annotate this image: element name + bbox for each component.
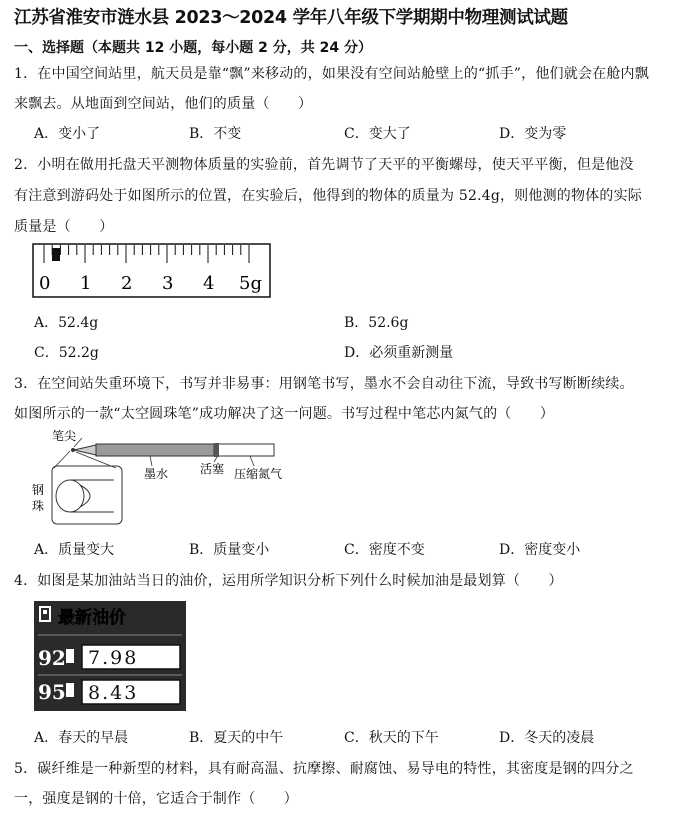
q2-option-a[interactable]: A．52.4g <box>34 315 99 331</box>
q1-option-b[interactable]: B．不变 <box>189 126 242 142</box>
label-pen-tip: 笔尖 <box>52 429 77 443</box>
q2-option-c[interactable]: C．52.2g <box>34 345 99 361</box>
q3-option-c[interactable]: C．密度不变 <box>344 542 425 558</box>
label-piston: 活塞 <box>200 462 225 476</box>
label-ink: 墨水 <box>144 467 169 481</box>
q4-option-d[interactable]: D．冬天的凌晨 <box>499 730 595 746</box>
q2-line-3: 质量是（ ） <box>14 219 114 235</box>
q4-option-a[interactable]: A．春天的早晨 <box>34 730 129 746</box>
gas-price-board-figure <box>34 601 186 711</box>
price-value-92: 7.98 <box>88 647 139 669</box>
q1-line-1: 1．在中国空间站里，航天员是靠“飘”来移动的，如果没有空间站舱壁上的“抓手”，他们就会在舱内飘 <box>14 66 649 82</box>
q1-option-d[interactable]: D．变为零 <box>499 126 567 142</box>
q3-option-a[interactable]: A．质量变大 <box>34 542 115 558</box>
label-nitrogen: 压缩氮气 <box>234 467 283 481</box>
q3-line-2: 如图所示的一款“太空圆珠笔”成功解决了这一问题。书写过程中笔芯内氮气的（ ） <box>14 406 555 422</box>
q4-option-b[interactable]: B．夏天的中午 <box>189 730 284 746</box>
scale-tick-0: 0 <box>39 273 51 294</box>
label-steel-ball-1: 钢 <box>32 483 45 497</box>
rider-scale-figure <box>32 243 272 299</box>
q2-line-2: 有注意到游码处于如图所示的位置，在实验后，他得到的物体的质量为 52.4g，则他测的物体的实际 <box>14 188 642 204</box>
price-grade-92: 92 <box>38 646 66 670</box>
q5-line-1: 5．碳纤维是一种新型的材料，具有耐高温、抗摩擦、耐腐蚀、易导电的特性，其密度是钢的四分之 <box>14 761 634 777</box>
q1-option-a[interactable]: A．变小了 <box>34 126 101 142</box>
scale-tick-2: 2 <box>121 273 133 294</box>
section-heading: 一、选择题（本题共 12 小题，每小题 2 分，共 24 分） <box>14 40 372 56</box>
label-steel-ball-2: 珠 <box>32 499 45 513</box>
q1-line-2: 来飘去。从地面到空间站，他们的质量（ ） <box>14 96 313 112</box>
q2-option-d[interactable]: D．必须重新测量 <box>344 345 454 361</box>
scale-tick-4: 4 <box>203 273 215 294</box>
scale-tick-3: 3 <box>162 273 174 294</box>
scale-tick-5: 5g <box>239 273 262 294</box>
q3-option-d[interactable]: D．密度变小 <box>499 542 581 558</box>
q5-line-2: 一，强度是钢的十倍，它适合于制作（ ） <box>14 791 298 807</box>
q2-option-b[interactable]: B．52.6g <box>344 315 409 331</box>
price-board-header: 最新油价 <box>58 608 126 628</box>
price-value-95: 8.43 <box>88 682 139 704</box>
scale-tick-1: 1 <box>80 273 92 294</box>
price-grade-95: 95 <box>38 680 66 704</box>
q1-option-c[interactable]: C．变大了 <box>344 126 411 142</box>
q3-option-b[interactable]: B．质量变小 <box>189 542 270 558</box>
q4-line-1: 4．如图是某加油站当日的油价，运用所学知识分析下列什么时候加油是最划算（ ） <box>14 573 563 589</box>
q3-line-1: 3．在空间站失重环境下，书写并非易事：用钢笔书写，墨水不会自动往下流，导致书写断断续续。 <box>14 376 634 392</box>
q4-option-c[interactable]: C．秋天的下午 <box>344 730 439 746</box>
exam-title: 江苏省淮安市涟水县 2023～2024 学年八年级下学期期中物理测试试题 <box>14 8 568 28</box>
space-pen-figure <box>30 428 300 528</box>
q2-line-1: 2．小明在做用托盘天平测物体质量的实验前，首先调节了天平的平衡螺母，使天平平衡，但是他没 <box>14 157 634 173</box>
